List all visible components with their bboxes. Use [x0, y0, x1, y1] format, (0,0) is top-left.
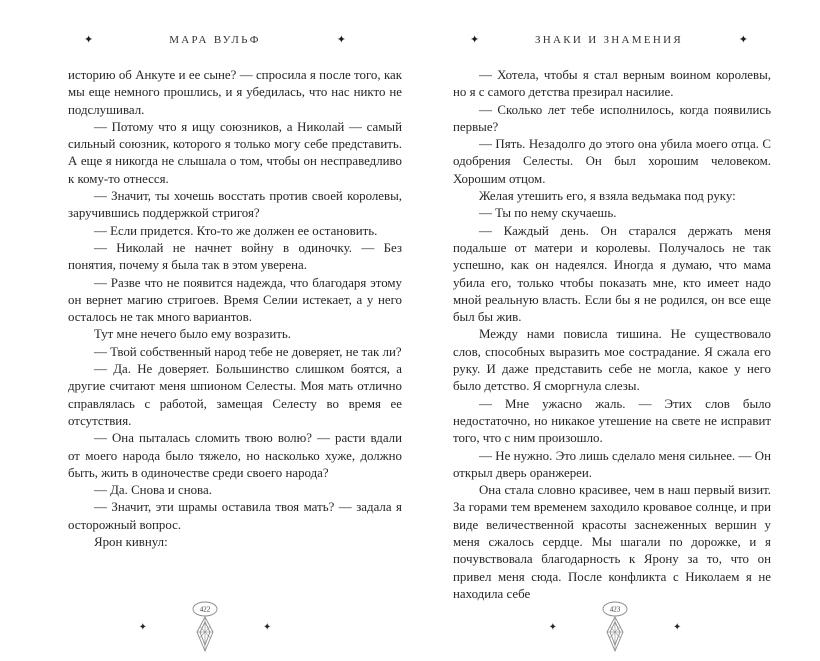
star-icon: ✦ — [548, 622, 557, 633]
paragraph: — Да. Снова и снова. — [94, 483, 212, 498]
paragraph: — Она пыталась сломить твою волю? — расти вдали от моего народа было тяжело, но насколько хуже, должно быть, жить в одиночестве среди своего народа? — [68, 431, 402, 480]
paragraph: — Хотела, чтобы я стал верным воином королевы, но я с самого детства презирал насилие. — [453, 68, 771, 100]
star-icon: ✦ — [470, 33, 480, 46]
paragraph: — Ты по нему скучаешь. — [479, 206, 617, 221]
star-icon: ✦ — [263, 622, 272, 633]
paragraph: — Если придется. Кто-то же должен ее остановить. — [94, 223, 378, 238]
star-icon: ✦ — [673, 622, 682, 633]
page-text-right — [453, 67, 771, 607]
paragraph: — Не нужно. Это лишь сделало меня сильнее. — Он открыл дверь оранжереи. — [453, 448, 771, 480]
paragraph: Тут мне нечего было ему возразить. — [94, 327, 291, 342]
paragraph: — Каждый день. Он старался держать меня подальше от матери и королевы. Получалось не так успешно, как он надеялся. Иногда я думаю, что мама убила его, только чтобы показать мне, кто имеет надо мной реальную власть. Если бы я не родился, он все еще был бы жив. — [453, 223, 771, 325]
paragraph: — Твой собственный народ тебе не доверяет, не так ли? — [94, 344, 402, 359]
paragraph: — Потому что я ищу союзников, а Николай — самый сильный союзник, которого я только могу себе представить. А еще я никогда не слышала о том, чтобы он несправедливо к кому-то отнесся. — [68, 119, 402, 186]
paragraph: Она стала словно красивее, чем в наш первый визит. За горами тем временем заходило кровавое солнце, и при виде величественной красоты заснеженных вершин у меня сжалось сердце. Мы шагали по дорожке, и я почувствовала благодарность к Ярону за то, что он привел меня сюда. После конфликта с Николаем я не находила себе — [453, 483, 771, 601]
paragraph: — Николай не начнет войну в одиночку. — Без понятия, почему я была так в этом уверена. — [68, 240, 402, 273]
star-icon: ✦ — [738, 33, 748, 46]
page-footer-right — [410, 601, 820, 655]
paragraph: — Мне ужасно жаль. — Этих слов было недостаточно, но никакое утешение на свете не исправит того, что с ним произошло. — [453, 396, 771, 446]
page-right — [410, 0, 820, 661]
paragraph: Желая утешить его, я взяла ведьмака под руку: — [479, 189, 736, 204]
paragraph: — Значит, ты хочешь восстать против своей королевы, заручившись поддержкой стригоя? — [68, 189, 402, 221]
running-header-left — [84, 34, 346, 46]
star-icon: ✦ — [336, 33, 346, 46]
star-icon: ✦ — [84, 33, 94, 46]
page-number: 422 — [199, 605, 211, 614]
paragraph: историю об Анкуте и ее сыне? — спросила я после того, как мы еще немного прошлись, и я убедилась, что нас никто не подслушивал. — [68, 68, 402, 117]
page-footer-left — [0, 601, 410, 655]
page-number-ornament — [183, 601, 227, 655]
page-text-left — [68, 67, 402, 607]
paragraph: — Да. Не доверяет. Большинство слишком боятся, а другие считают меня шпионом Селесты. Моя мать отлично справлялась с работой, замещая Селесту во время ее отсутствия. — [68, 362, 402, 428]
paragraph: — Значит, эти шрамы оставила твоя мать? — задала я осторожный вопрос. — [68, 500, 402, 532]
paragraph: Ярон кивнул: — [94, 535, 168, 550]
page-number: 423 — [609, 605, 621, 614]
star-icon: ✦ — [138, 622, 147, 633]
paragraph: Между нами повисла тишина. Не существовало слов, способных выразить мое сострадание. Я сжала его руку. И даже представить себе не могла, какое у него было детство. Я сморгнула слезы. — [453, 327, 771, 394]
author-running-title: МАРА ВУЛЬФ — [169, 34, 261, 46]
running-header-right — [470, 34, 748, 46]
page-number-ornament — [593, 601, 637, 655]
book-running-title: ЗНАКИ И ЗНАМЕНИЯ — [534, 34, 684, 46]
paragraph: — Разве что не появится надежда, что благодаря этому он вернет магию стригоев. Время Селии истекает, а у него осталось не так много вариантов. — [68, 275, 402, 325]
paragraph: — Сколько лет тебе исполнилось, когда появились первые? — [453, 102, 771, 134]
paragraph: — Пять. Незадолго до этого она убила моего отца. С одобрения Селесты. Он был хорошим человеком. Хорошим отцом. — [453, 137, 771, 186]
